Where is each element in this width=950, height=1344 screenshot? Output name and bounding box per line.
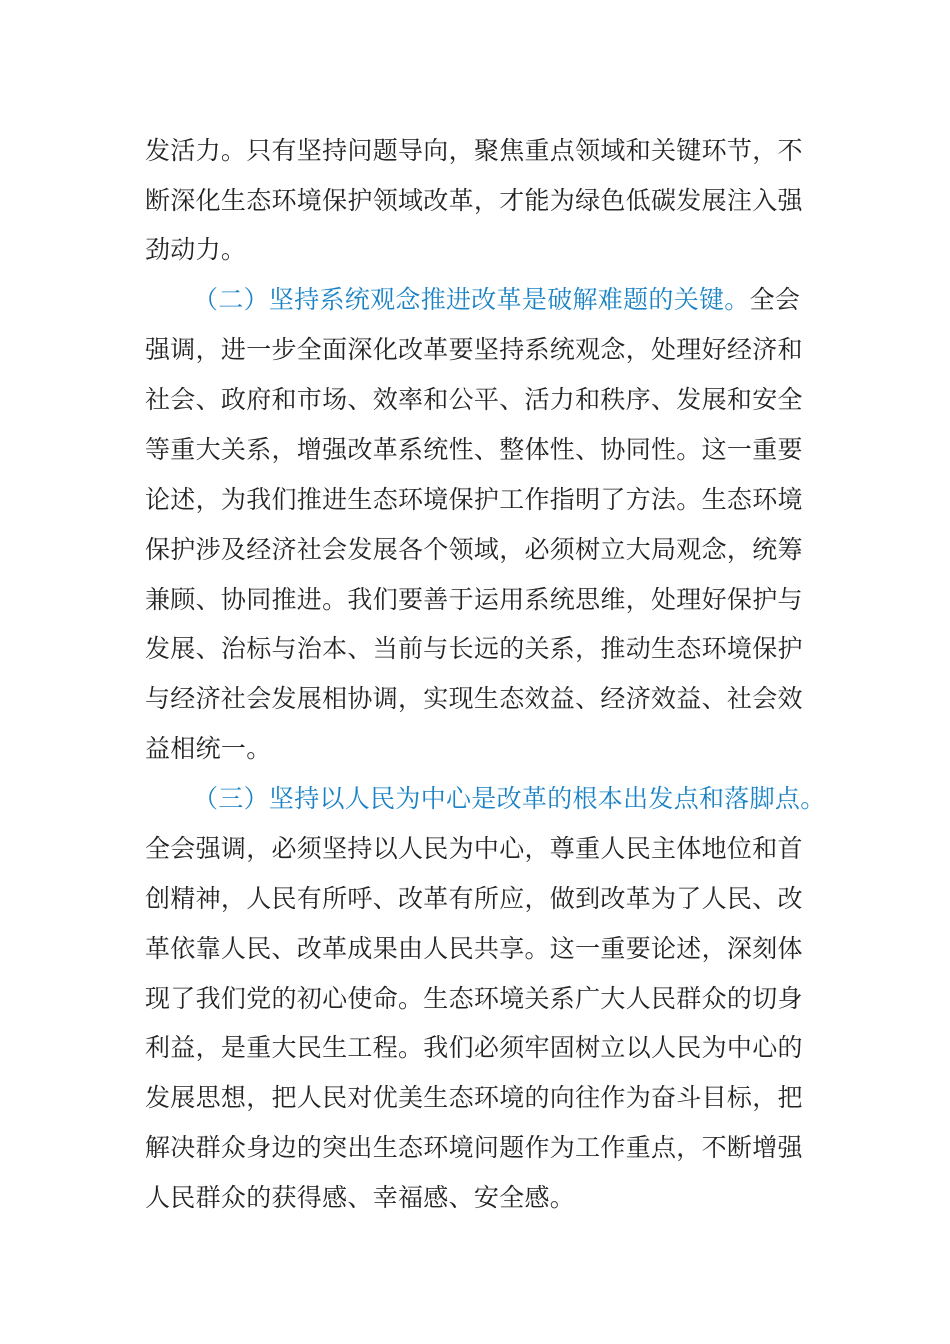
section-heading-2: （二）坚持系统观念推进改革是破解难题的关键。: [193, 285, 750, 314]
paragraph-2-line-6: 保护涉及经济社会发展各个领域，必须树立大局观念，统筹: [145, 535, 803, 564]
paragraph-1-line-2: 断深化生态环境保护领域改革，才能为绿色低碳发展注入强: [145, 186, 803, 215]
paragraph-1-line-3: 劲动力。: [145, 235, 247, 264]
paragraph-2-line-2: 强调，进一步全面深化改革要坚持系统观念，处理好经济和: [145, 335, 803, 364]
paragraph-2-line-5: 论述，为我们推进生态环境保护工作指明了方法。生态环境: [145, 485, 803, 514]
section-heading-3: （三）坚持以人民为中心是改革的根本出发点和落脚点。: [193, 784, 826, 813]
paragraph-2-line-9: 与经济社会发展相协调，实现生态效益、经济效益、社会效: [145, 684, 803, 713]
paragraph-3-line-9: 人民群众的获得感、幸福感、安全感。: [145, 1183, 576, 1212]
paragraph-3-line-5: 现了我们党的初心使命。生态环境关系广大人民群众的切身: [145, 984, 803, 1013]
paragraph-3-line-6: 利益，是重大民生工程。我们必须牢固树立以人民为中心的: [145, 1033, 803, 1062]
paragraph-3-line-7: 发展思想，把人民对优美生态环境的向往作为奋斗目标，把: [145, 1083, 803, 1112]
paragraph-2-line-10: 益相统一。: [145, 734, 272, 763]
paragraph-2-line-8: 发展、治标与治本、当前与长远的关系，推动生态环境保护: [145, 634, 803, 663]
paragraph-2-line-3: 社会、政府和市场、效率和公平、活力和秩序、发展和安全: [145, 385, 803, 414]
paragraph-2-line-4: 等重大关系，增强改革系统性、整体性、协同性。这一重要: [145, 435, 803, 464]
paragraph-2-line-7: 兼顾、协同推进。我们要善于运用系统思维，处理好保护与: [145, 585, 803, 614]
paragraph-2-first-line: [193, 283, 800, 317]
paragraph-3-line-2: 全会强调，必须坚持以人民为中心，尊重人民主体地位和首: [145, 834, 803, 863]
paragraph-3-line-8: 解决群众身边的突出生态环境问题作为工作重点，不断增强: [145, 1133, 803, 1162]
paragraph-3-line-3: 创精神，人民有所呼、改革有所应，做到改革为了人民、改: [145, 884, 803, 913]
paragraph-3-line-4: 革依靠人民、改革成果由人民共享。这一重要论述，深刻体: [145, 934, 803, 963]
paragraph-2-first-line-rest: 全会: [749, 285, 801, 314]
paragraph-1-line-1: 发活力。只有坚持问题导向，聚焦重点领域和关键环节，不: [145, 136, 803, 165]
